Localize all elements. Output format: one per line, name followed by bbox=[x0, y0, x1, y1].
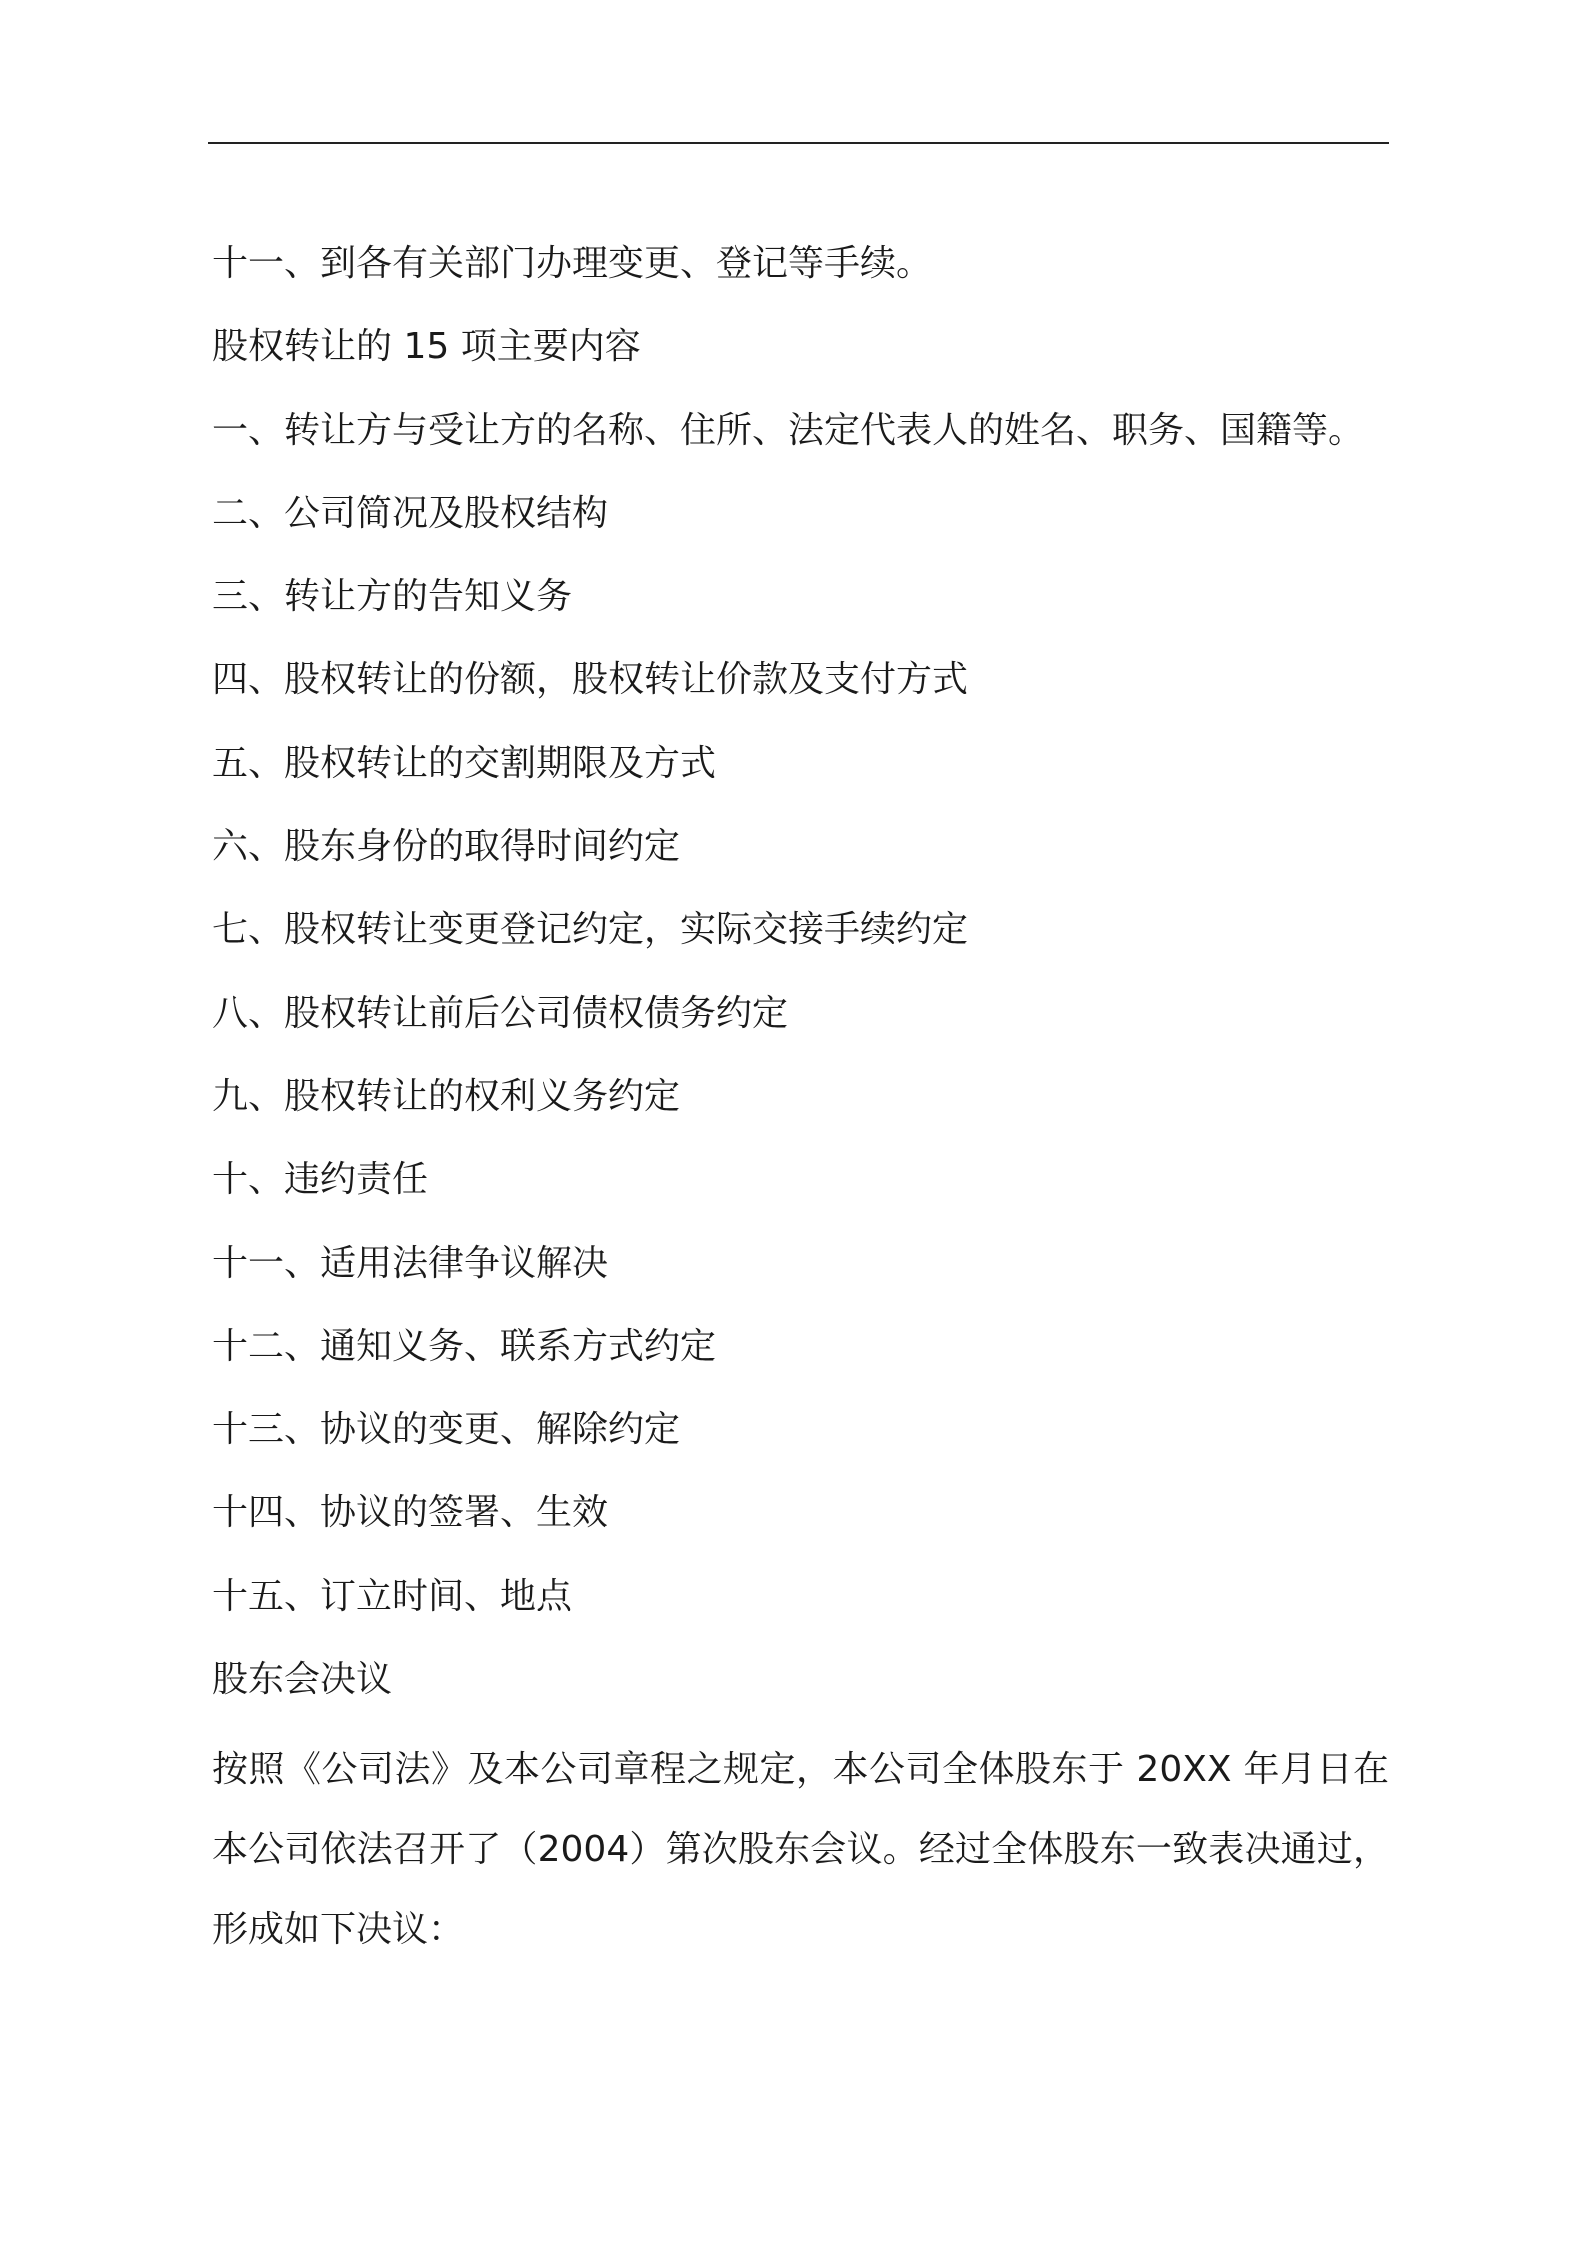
list-item: 十一、适用法律争议解决 bbox=[212, 1242, 609, 1284]
list-item: 十五、订立时间、地点 bbox=[212, 1575, 573, 1617]
resolution-title: 股东会决议 bbox=[212, 1659, 393, 1701]
list-item: 四、股权转让的份额，股权转让价款及支付方式 bbox=[212, 659, 969, 701]
list-item: 六、股东身份的取得时间约定 bbox=[212, 826, 681, 868]
paragraph-line: 按照《公司法》及本公司章程之规定，本公司全体股东于 20XX 年月日在 bbox=[212, 1749, 1389, 1790]
item-list bbox=[212, 389, 1389, 1638]
list-item: 五、股权转让的交割期限及方式 bbox=[212, 742, 717, 784]
list-item: 二、公司简况及股权结构 bbox=[212, 492, 609, 534]
resolution-paragraph bbox=[212, 1730, 1389, 1970]
header-rule bbox=[208, 142, 1389, 144]
content-block bbox=[212, 222, 1389, 1721]
section-title: 股权转让的 15 项主要内容 bbox=[212, 326, 641, 368]
list-item: 三、转让方的告知义务 bbox=[212, 576, 573, 618]
intro-line: 十一、到各有关部门办理变更、登记等手续。 bbox=[212, 243, 933, 284]
list-item: 十二、通知义务、联系方式约定 bbox=[212, 1325, 717, 1367]
list-item: 十四、协议的签署、生效 bbox=[212, 1492, 609, 1534]
list-item: 十三、协议的变更、解除约定 bbox=[212, 1409, 681, 1451]
list-item: 十、违约责任 bbox=[212, 1159, 429, 1201]
paragraph-line: 本公司依法召开了（2004）第次股东会议。经过全体股东一致表决通过， bbox=[212, 1829, 1389, 1870]
list-item: 七、股权转让变更登记约定，实际交接手续约定 bbox=[212, 909, 969, 951]
list-item: 九、股权转让的权利义务约定 bbox=[212, 1075, 681, 1117]
paragraph-line: 形成如下决议： bbox=[212, 1909, 465, 1950]
list-item: 八、股权转让前后公司债权债务约定 bbox=[212, 992, 789, 1034]
list-item: 一、转让方与受让方的名称、住所、法定代表人的姓名、职务、国籍等。 bbox=[212, 409, 1365, 451]
